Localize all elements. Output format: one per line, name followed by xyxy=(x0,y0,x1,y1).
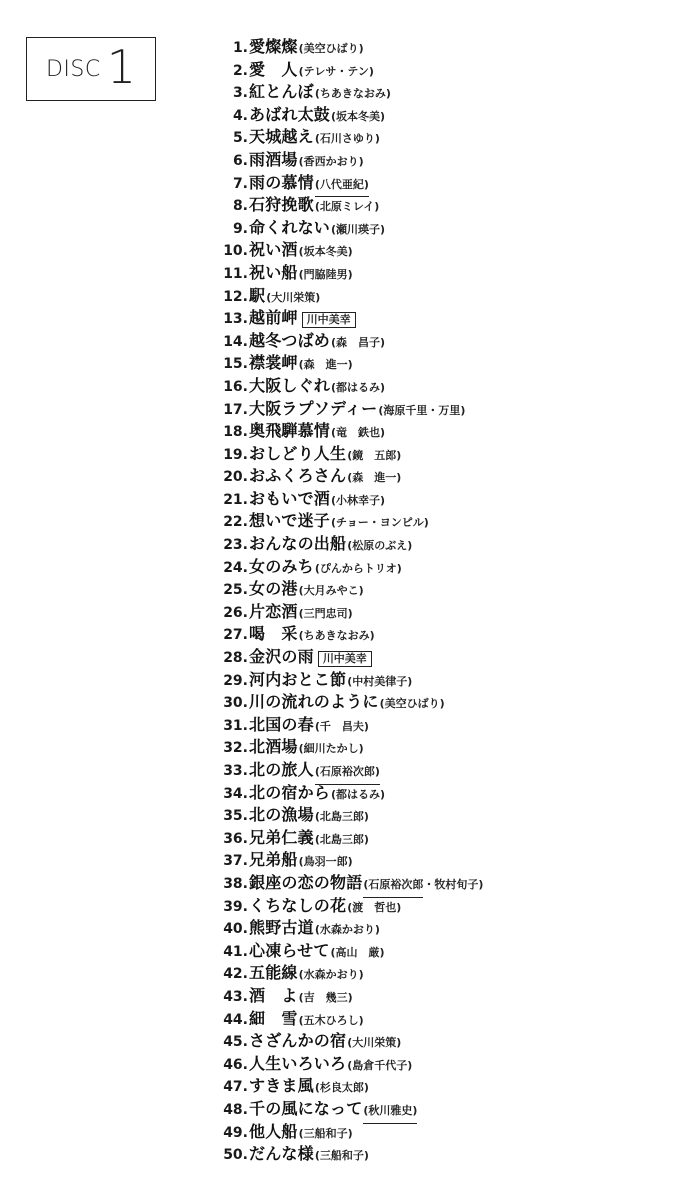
track-artist: (瀬川瑛子) xyxy=(331,222,386,236)
track-title: 雨酒場 xyxy=(249,149,298,169)
track-item xyxy=(218,330,483,353)
track-item xyxy=(218,827,483,850)
track-item xyxy=(218,239,483,262)
track-item xyxy=(218,736,483,759)
track-title: 天城越え xyxy=(249,127,314,147)
track-title: 北の宿から xyxy=(249,782,331,802)
track-artist: (大川栄策) xyxy=(347,1036,402,1050)
track-title: 女の港 xyxy=(249,579,298,599)
track-title: 大阪ラプソディー xyxy=(249,398,378,418)
track-artist: (北島三郎) xyxy=(314,810,369,824)
track-artist: (杉良太郎) xyxy=(314,1081,369,1095)
track-item xyxy=(218,285,483,308)
track-artist: (森 進一) xyxy=(298,358,353,372)
track-title: 心凍らせて xyxy=(249,940,330,960)
track-number: 22. xyxy=(223,514,248,531)
track-number: 8. xyxy=(232,198,248,215)
track-number: 47. xyxy=(223,1079,248,1096)
track-title: 越前岬 xyxy=(249,308,298,328)
track-number: 48. xyxy=(223,1101,248,1118)
track-artist: (石原裕次郎 xyxy=(363,874,423,898)
track-number: 6. xyxy=(232,152,248,169)
track-artist: (水森かおり) xyxy=(298,968,364,982)
track-artist: (松原のぶえ) xyxy=(347,539,413,553)
track-item xyxy=(218,510,483,533)
track-number: 49. xyxy=(223,1124,248,1141)
track-item xyxy=(218,691,483,714)
track-item xyxy=(218,398,483,421)
track-title: 想いで迷子 xyxy=(249,511,331,531)
track-artist: (鳥羽一郎) xyxy=(298,855,353,869)
track-number: 38. xyxy=(223,875,248,892)
track-number: 27. xyxy=(223,627,248,644)
track-title: 細 雪 xyxy=(249,1008,298,1028)
track-artist: (小林幸子) xyxy=(331,493,386,507)
track-artist: 川中美幸 xyxy=(318,651,372,667)
track-item xyxy=(218,420,483,443)
track-item xyxy=(218,262,483,285)
track-item xyxy=(218,782,483,805)
track-artist: (森 昌子) xyxy=(331,335,386,349)
track-item xyxy=(218,1053,483,1076)
track-title: 祝い酒 xyxy=(249,240,298,260)
track-number: 14. xyxy=(223,333,248,350)
track-item xyxy=(218,194,483,217)
track-item xyxy=(218,126,483,149)
track-item xyxy=(218,601,483,624)
track-artist: (三門忠司) xyxy=(298,606,353,620)
track-artist: (千 昌夫) xyxy=(314,719,369,733)
track-artist: (島倉千代子) xyxy=(347,1058,413,1072)
track-artist: (ちあきなおみ) xyxy=(298,629,375,643)
track-title: 雨の慕情 xyxy=(249,172,314,192)
track-title: 祝い船 xyxy=(249,262,298,282)
track-title: 石狩挽歌 xyxy=(249,195,314,215)
track-number: 32. xyxy=(223,740,248,757)
track-item xyxy=(218,578,483,601)
track-artist: (坂本冬美) xyxy=(298,245,353,259)
track-number: 39. xyxy=(223,898,248,915)
track-item xyxy=(218,804,483,827)
track-title: 銀座の恋の物語 xyxy=(249,872,363,892)
track-artist: (高山 厳) xyxy=(330,945,385,959)
track-artist: (大川栄策) xyxy=(266,290,321,304)
track-number: 15. xyxy=(223,356,248,373)
track-number: 20. xyxy=(223,469,248,486)
track-artist: (竜 鉄也) xyxy=(331,426,386,440)
track-artist: 川中美幸 xyxy=(302,312,356,328)
track-item xyxy=(218,81,483,104)
track-number: 4. xyxy=(232,107,248,124)
track-artist: (海原千里・万里) xyxy=(378,403,466,417)
track-artist: (五木ひろし) xyxy=(298,1013,364,1027)
track-title: くちなしの花 xyxy=(249,895,347,915)
track-item xyxy=(218,59,483,82)
track-item xyxy=(218,1121,483,1144)
disc-word: DISC xyxy=(45,56,101,82)
track-artist: (都はるみ) xyxy=(331,380,386,394)
track-number: 35. xyxy=(223,808,248,825)
track-number: 37. xyxy=(223,853,248,870)
track-item xyxy=(218,104,483,127)
track-item xyxy=(218,1075,483,1098)
track-number: 29. xyxy=(223,672,248,689)
track-number: 18. xyxy=(223,424,248,441)
track-list xyxy=(218,36,483,1166)
track-title: 兄弟船 xyxy=(249,850,298,870)
track-artist: (八代亜紀) xyxy=(315,174,369,198)
track-item xyxy=(218,352,483,375)
track-number: 36. xyxy=(223,830,248,847)
track-title: 喝 采 xyxy=(249,624,298,644)
track-artist: (三船和子) xyxy=(314,1149,369,1163)
track-number: 34. xyxy=(223,785,248,802)
track-number: 21. xyxy=(223,491,248,508)
track-item xyxy=(218,849,483,872)
track-title: 越冬つばめ xyxy=(249,330,331,350)
track-item xyxy=(218,36,483,59)
track-item xyxy=(218,646,483,669)
track-item xyxy=(218,1008,483,1031)
track-artist-rest: ・牧村旬子) xyxy=(423,877,484,891)
track-item xyxy=(218,1030,483,1053)
track-artist: (テレサ・テン) xyxy=(298,64,374,78)
track-artist: (石川さゆり) xyxy=(314,132,380,146)
track-title: 熊野古道 xyxy=(249,918,314,938)
track-artist: (石原裕次郎) xyxy=(315,761,380,785)
track-title: 駅 xyxy=(249,285,266,305)
disc-label xyxy=(26,37,156,101)
track-item xyxy=(218,940,483,963)
track-artist: (渡 哲也) xyxy=(347,900,402,914)
track-number: 30. xyxy=(223,695,248,712)
track-artist: (鏡 五郎) xyxy=(347,448,402,462)
track-number: 33. xyxy=(223,763,248,779)
track-number: 12. xyxy=(223,288,248,305)
track-title: 奥飛騨慕情 xyxy=(249,421,331,441)
track-item xyxy=(218,465,483,488)
track-number: 5. xyxy=(232,130,248,147)
track-title: 酒 よ xyxy=(249,985,298,1005)
track-item xyxy=(218,149,483,172)
track-item xyxy=(218,488,483,511)
track-item xyxy=(218,917,483,940)
track-item xyxy=(218,307,483,330)
track-title: 大阪しぐれ xyxy=(249,375,331,395)
track-title: 他人船 xyxy=(249,1121,298,1141)
track-number: 11. xyxy=(223,265,248,282)
track-title: 北の旅人 xyxy=(249,760,314,779)
track-number: 45. xyxy=(223,1034,248,1051)
track-number: 10. xyxy=(223,243,248,260)
track-number: 1. xyxy=(232,40,248,56)
track-number: 2. xyxy=(232,62,248,79)
track-item xyxy=(218,714,483,737)
track-title: 愛 人 xyxy=(249,59,298,79)
track-artist: (吉 幾三) xyxy=(298,990,353,1004)
track-item xyxy=(218,1098,483,1121)
track-title: すきま風 xyxy=(249,1076,314,1096)
track-artist: (香西かおり) xyxy=(298,154,364,168)
track-number: 23. xyxy=(223,537,248,554)
track-item xyxy=(218,217,483,240)
track-number: 42. xyxy=(223,966,248,983)
track-artist: (北島三郎) xyxy=(314,832,369,846)
track-title: さざんかの宿 xyxy=(249,1031,347,1051)
track-artist: (三船和子) xyxy=(298,1126,353,1140)
track-title: 五能線 xyxy=(249,963,298,983)
track-number: 19. xyxy=(223,446,248,463)
track-item xyxy=(218,556,483,579)
track-number: 7. xyxy=(232,175,248,192)
track-artist: (美空ひばり) xyxy=(298,42,364,55)
track-item xyxy=(218,1143,483,1166)
track-title: 紅とんぼ xyxy=(249,82,314,102)
track-number: 50. xyxy=(223,1147,248,1164)
track-artist: (ぴんからトリオ) xyxy=(314,561,402,575)
track-item xyxy=(218,872,483,895)
track-artist: (大月みやこ) xyxy=(298,584,364,598)
track-number: 28. xyxy=(223,650,248,667)
track-number: 46. xyxy=(223,1056,248,1073)
track-title: 命くれない xyxy=(249,217,331,237)
track-number: 3. xyxy=(232,85,248,102)
track-title: おふくろさん xyxy=(249,466,347,486)
track-number: 13. xyxy=(223,311,248,328)
track-number: 41. xyxy=(223,943,248,960)
disc-number: 1 xyxy=(106,40,137,94)
track-item xyxy=(218,669,483,692)
track-artist: (門脇陸男) xyxy=(298,267,353,281)
track-item xyxy=(218,375,483,398)
track-artist: (細川たかし) xyxy=(298,742,364,756)
track-title: あばれ太鼓 xyxy=(249,104,331,124)
track-title: 金沢の雨 xyxy=(249,647,314,667)
track-title: おもいで酒 xyxy=(249,488,331,508)
track-title: 愛燦燦 xyxy=(249,37,298,56)
track-number: 44. xyxy=(223,1011,248,1028)
track-artist: (水森かおり) xyxy=(314,923,380,937)
track-number: 16. xyxy=(223,378,248,395)
track-item xyxy=(218,623,483,646)
track-item xyxy=(218,895,483,918)
track-item xyxy=(218,985,483,1008)
track-title: 女のみち xyxy=(249,556,314,576)
track-number: 40. xyxy=(223,921,248,938)
track-number: 24. xyxy=(223,559,248,576)
track-item xyxy=(218,759,483,782)
track-number: 31. xyxy=(223,717,248,734)
track-artist: (チョー・ヨンピル) xyxy=(331,516,429,530)
track-title: 北国の春 xyxy=(249,714,314,734)
track-title: おしどり人生 xyxy=(249,443,347,463)
track-item xyxy=(218,962,483,985)
track-artist: (ちあきなおみ) xyxy=(314,87,391,101)
track-artist: (中村美律子) xyxy=(347,674,413,688)
track-item xyxy=(218,533,483,556)
track-title: 北の漁場 xyxy=(249,805,314,825)
track-title: 襟裳岬 xyxy=(249,353,298,373)
track-artist: (秋川雅史) xyxy=(363,1100,417,1124)
track-number: 9. xyxy=(232,220,248,237)
track-item xyxy=(218,443,483,466)
track-artist: (美空ひばり) xyxy=(379,697,445,711)
track-number: 43. xyxy=(223,988,248,1005)
track-number: 17. xyxy=(223,401,248,418)
track-number: 26. xyxy=(223,604,248,621)
track-artist: (坂本冬美) xyxy=(331,109,386,123)
track-item xyxy=(218,172,483,195)
track-artist: (北原ミレイ) xyxy=(314,200,380,214)
track-title: おんなの出船 xyxy=(249,534,347,554)
track-title: 河内おとこ節 xyxy=(249,669,347,689)
track-artist: (森 進一) xyxy=(347,471,402,485)
track-title: 千の風になって xyxy=(249,1098,363,1118)
track-number: 25. xyxy=(223,582,248,599)
track-title: 片恋酒 xyxy=(249,601,298,621)
track-title: 兄弟仁義 xyxy=(249,827,314,847)
track-title: 北酒場 xyxy=(249,737,298,757)
track-title: 人生いろいろ xyxy=(249,1053,347,1073)
track-artist: (都はるみ) xyxy=(331,787,386,801)
track-title: 川の流れのように xyxy=(249,692,379,712)
track-title: だんな様 xyxy=(249,1144,314,1164)
